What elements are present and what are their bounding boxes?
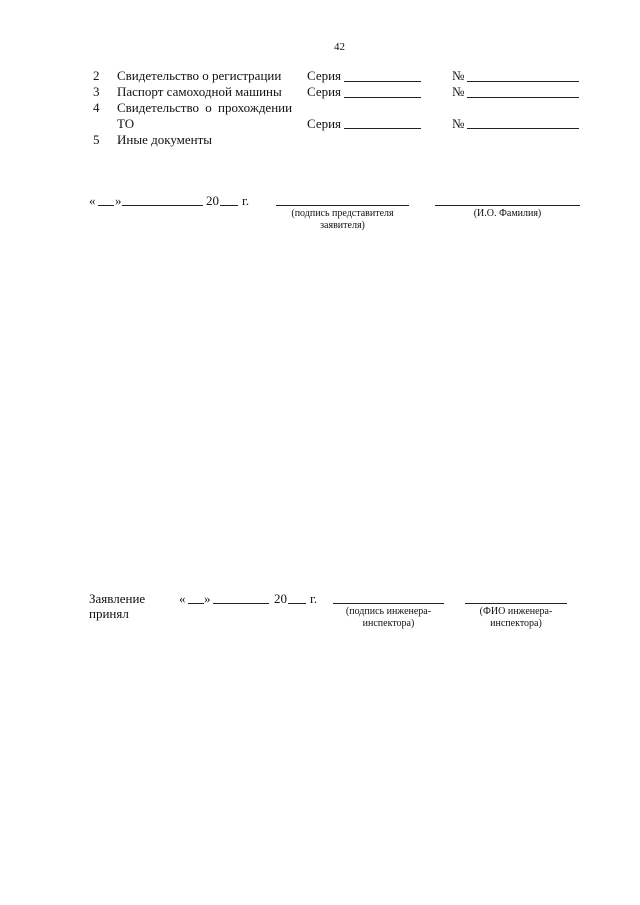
doc-row-name: Свидетельство о прохождении <box>117 100 293 115</box>
year-suffix: г. <box>310 591 318 606</box>
name-field[interactable] <box>435 205 580 206</box>
series-label: Серия <box>307 116 342 131</box>
series-label: Серия <box>307 84 342 99</box>
year-field[interactable] <box>288 603 306 604</box>
name-caption: (И.О. Фамилия) <box>473 208 542 219</box>
day-field[interactable] <box>188 603 204 604</box>
number-field[interactable] <box>467 128 579 129</box>
signature-field[interactable] <box>276 205 409 206</box>
name-field[interactable] <box>465 603 567 604</box>
signature-caption-cont: заявителя) <box>320 220 365 231</box>
name-caption: (ФИО инженера- <box>479 606 553 617</box>
number-label: № <box>452 84 465 99</box>
number-field[interactable] <box>467 97 579 98</box>
series-field[interactable] <box>344 97 421 98</box>
doc-row-name: Иные документы <box>117 132 213 147</box>
acceptance-label: Заявление <box>89 591 146 606</box>
year-field[interactable] <box>220 205 238 206</box>
year-suffix: г. <box>242 193 250 208</box>
doc-row-name-cont: ТО <box>117 116 135 131</box>
year-prefix: 20 <box>274 591 287 606</box>
doc-row-name: Свидетельство о регистрации <box>117 68 282 83</box>
doc-row-number: 5 <box>93 132 100 147</box>
year-prefix: 20 <box>206 193 219 208</box>
doc-row-number: 3 <box>93 84 100 99</box>
series-field[interactable] <box>344 128 421 129</box>
date-open-quote: « <box>89 193 96 208</box>
signature-caption-cont: инспектора) <box>362 618 415 629</box>
signature-caption: (подпись представителя <box>291 208 394 219</box>
month-field[interactable] <box>213 603 269 604</box>
number-label: № <box>452 68 465 83</box>
series-label: Серия <box>307 68 342 83</box>
doc-row-name: Паспорт самоходной машины <box>117 84 282 99</box>
day-field[interactable] <box>98 205 114 206</box>
date-open-quote: « <box>179 591 186 606</box>
date-close-quote: » <box>204 591 211 606</box>
date-close-quote: » <box>115 193 122 208</box>
acceptance-label-cont: принял <box>89 606 129 621</box>
doc-row-number: 4 <box>93 100 100 115</box>
doc-row-number: 2 <box>93 68 100 83</box>
page-number: 42 <box>334 41 345 53</box>
name-caption-cont: инспектора) <box>490 618 542 629</box>
signature-caption: (подпись инженера- <box>345 606 432 617</box>
month-field[interactable] <box>122 205 203 206</box>
series-field[interactable] <box>344 81 421 82</box>
number-label: № <box>452 116 465 131</box>
number-field[interactable] <box>467 81 579 82</box>
signature-field[interactable] <box>333 603 444 604</box>
